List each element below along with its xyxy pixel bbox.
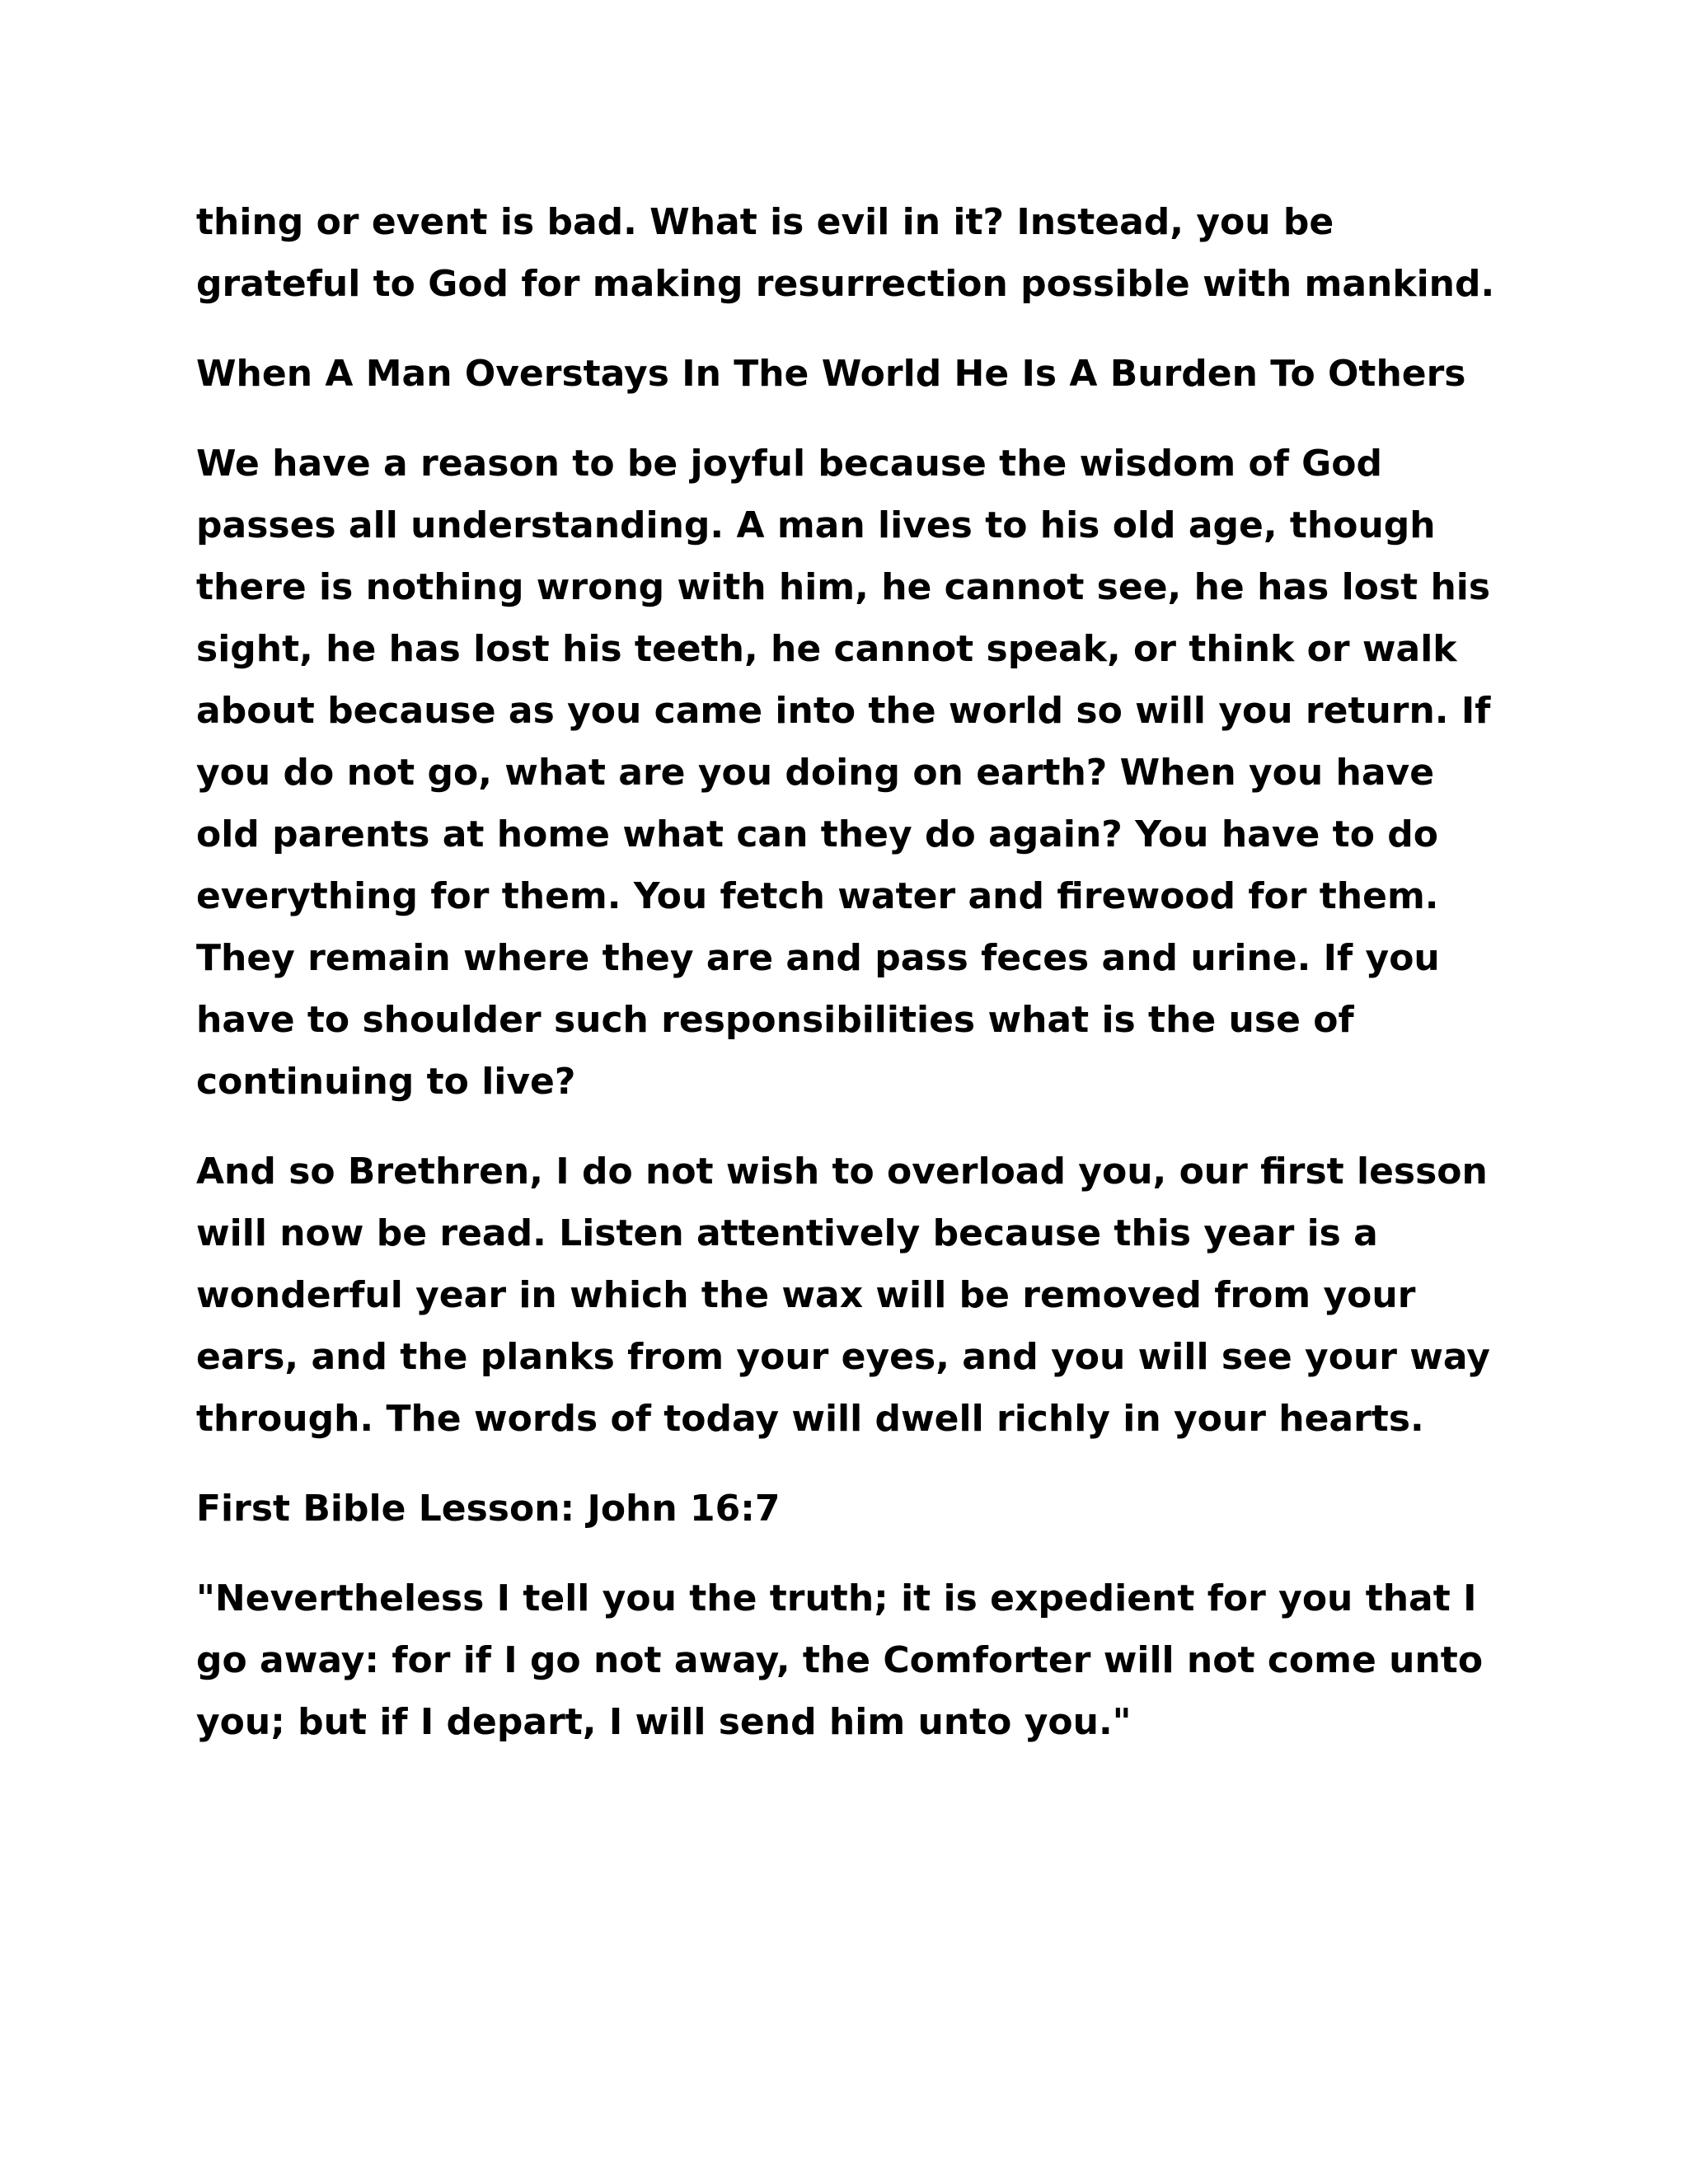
paragraph-scripture-quote: "Nevertheless I tell you the truth; it is expedient for you that I go away: for if I go not away, the Comforter will not come unto you; but if I depart, I will send him unto you." (196, 1577, 1484, 1743)
section-heading-burden: When A Man Overstays In The World He Is A Burden To Others (196, 353, 1466, 395)
paragraph-old-age: We have a reason to be joyful because the wisdom of God passes all understanding. A man lives to his old age, though there is nothing wrong with him, he cannot see, he has lost his sight, he has lost his teeth, he cannot speak, or think or walk about because as you came into the world so will you return. If you do not go, what are you doing on earth? When you have old parents at home what can they do again? You have to do everything for them. You fetch water and firewood for them. They remain where they are and pass feces and urine. If you have to shoulder such responsibilities what is the use of continuing to live? (196, 443, 1491, 1103)
document-body (196, 191, 1498, 1781)
paragraph-brethren: And so Brethren, I do not wish to overload you, our first lesson will now be read. Listen attentively because this year is a wonderful year in which the wax will be removed from your ears, and the planks from your eyes, and you will see your way through. The words of today will dwell richly in your hearts. (196, 1151, 1490, 1440)
paragraph-resurrection: thing or event is bad. What is evil in it? Instead, you be grateful to God for making resurrection possible with mankind. (196, 201, 1495, 305)
section-heading-bible-lesson: First Bible Lesson: John 16:7 (196, 1488, 781, 1530)
